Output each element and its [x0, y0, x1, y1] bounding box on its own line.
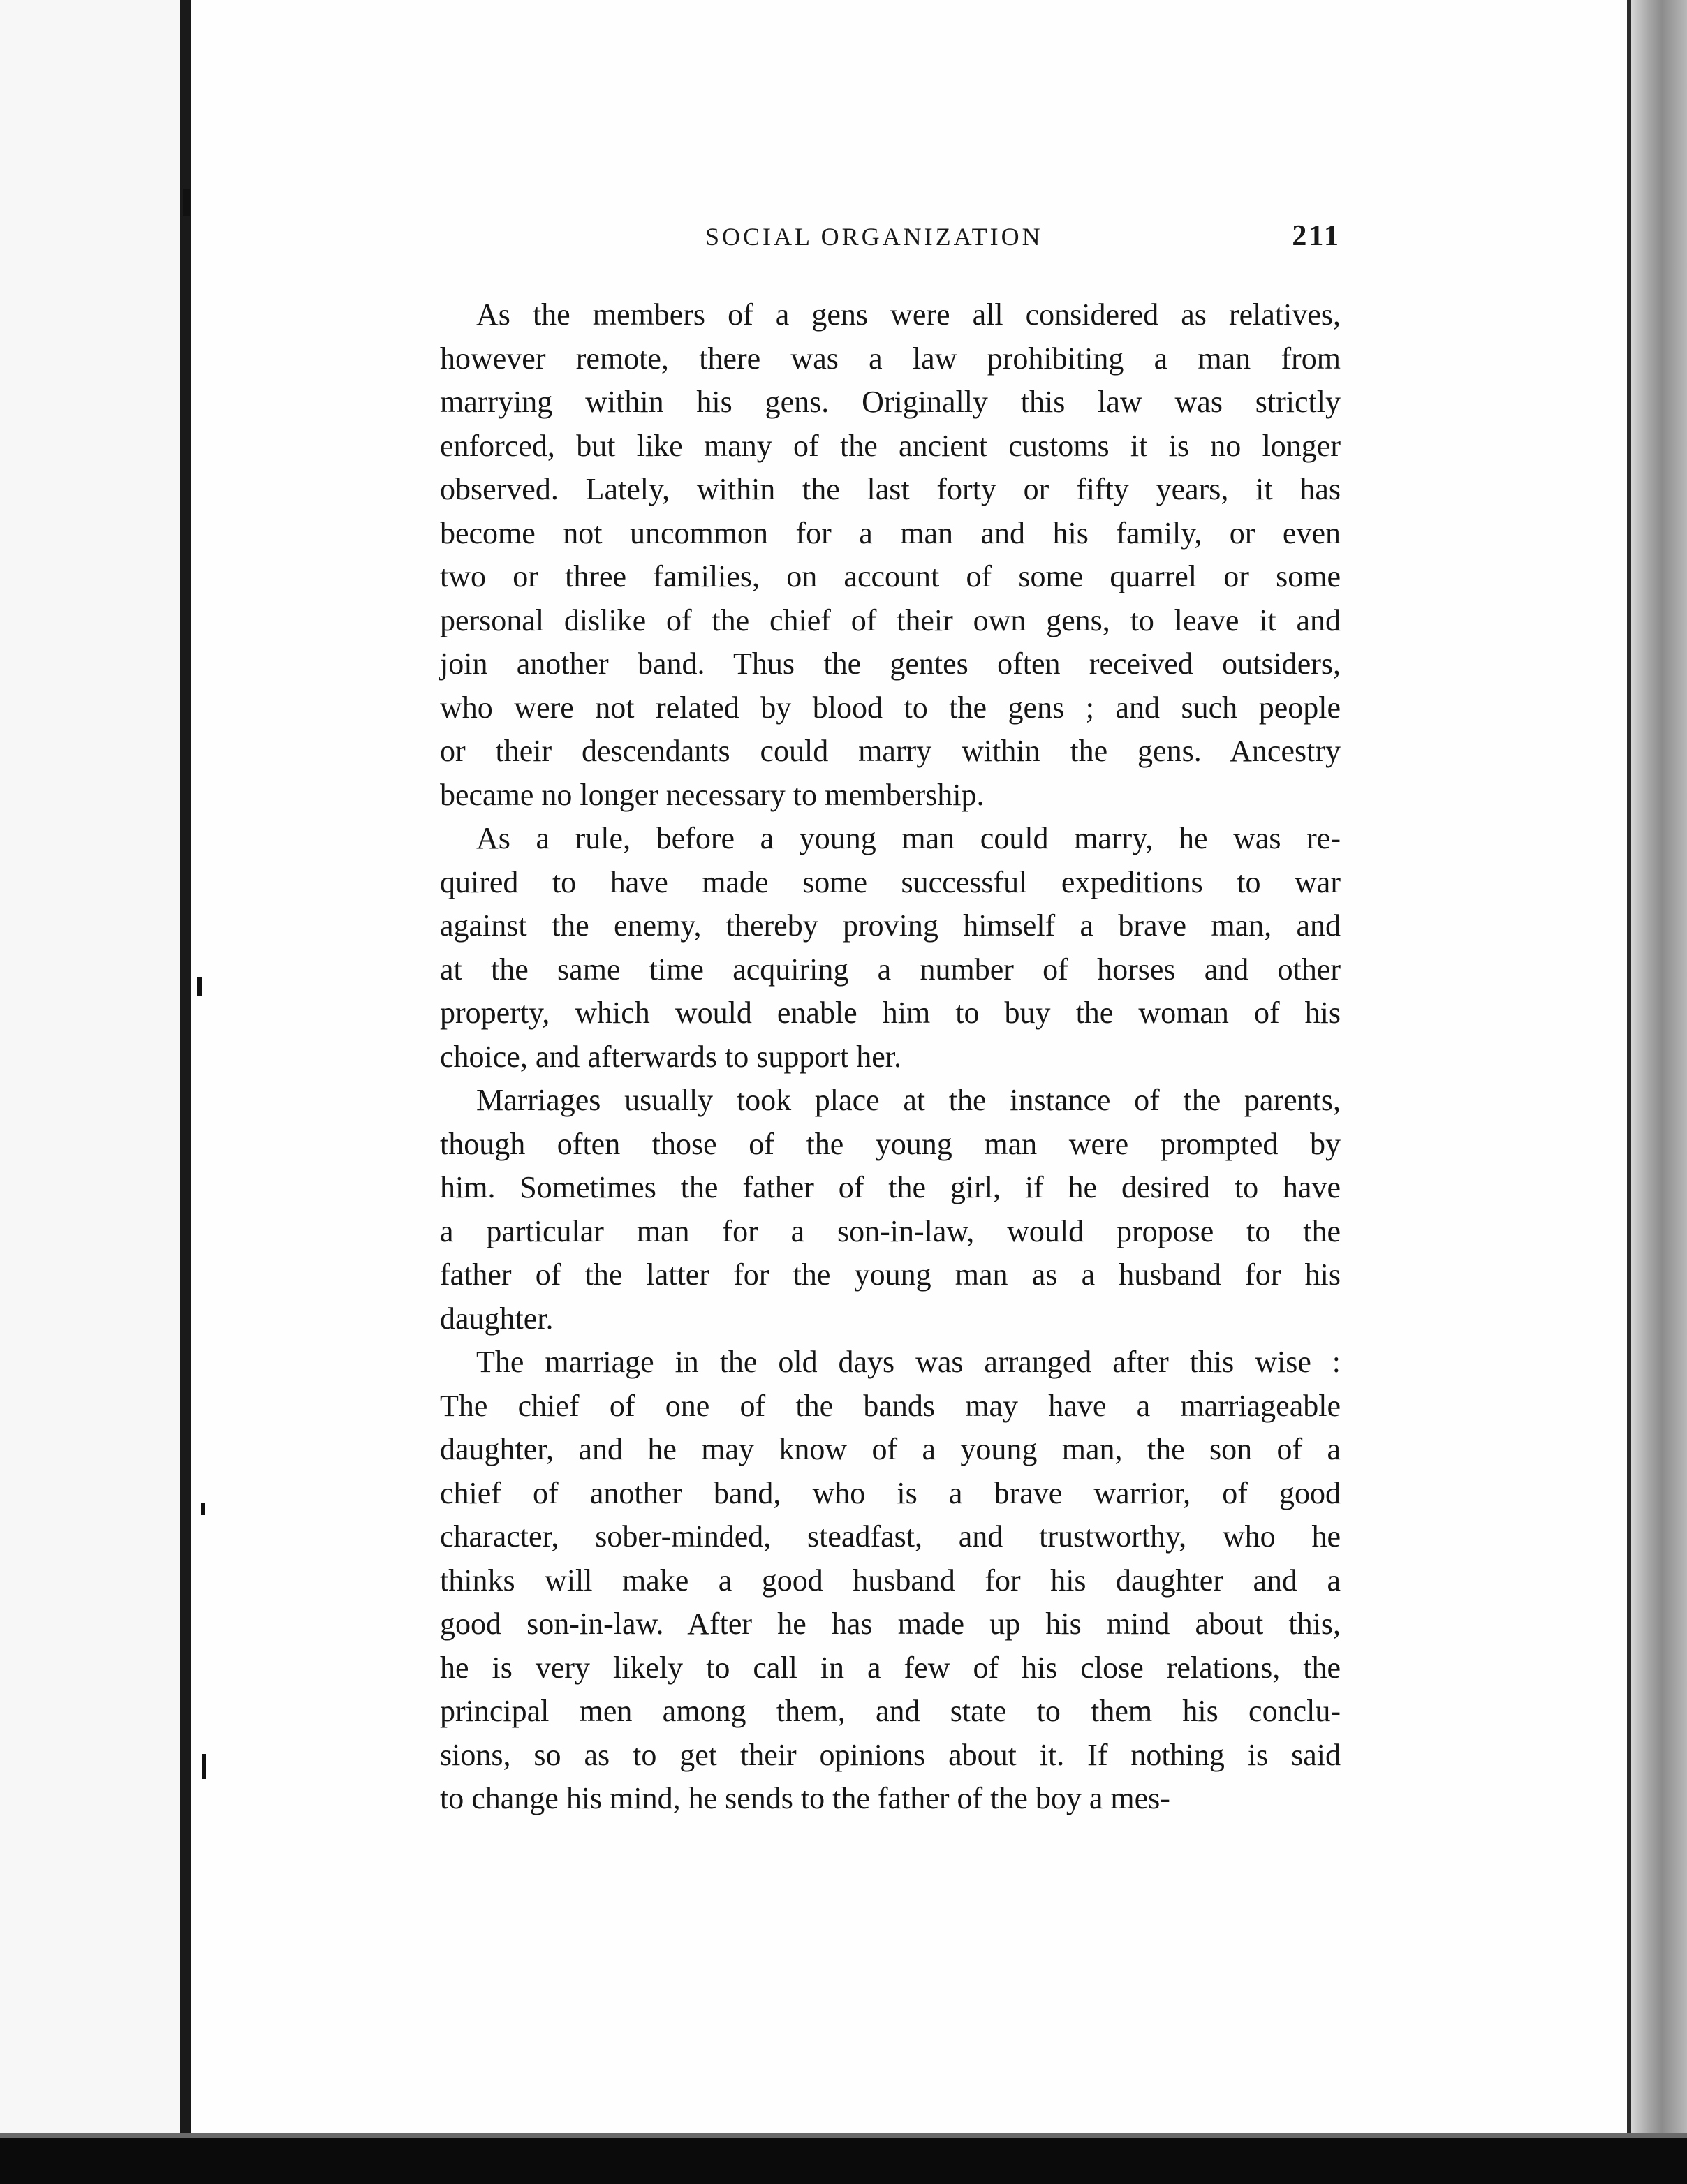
text-line: daughter, and he may know of a young man, the son of a: [440, 1432, 1341, 1466]
scan-mark: [183, 189, 190, 216]
text-line: at the same time acquiring a number of horses and other: [440, 952, 1341, 987]
body-text: [440, 293, 1341, 1821]
text-line: became no longer necessary to membership.: [440, 777, 985, 812]
text-line: a particular man for a son-in-law, would propose to the: [440, 1213, 1341, 1248]
running-head: [440, 222, 1341, 264]
text-line: however remote, there was a law prohibiting a man from: [440, 341, 1341, 376]
paragraph: [440, 293, 1341, 817]
text-line: him. Sometimes the father of the girl, if he desired to have: [440, 1170, 1341, 1204]
text-line: enforced, but like many of the ancient customs it is no longer: [440, 428, 1341, 463]
text-line: to change his mind, he sends to the father of the boy a mes-: [440, 1781, 1170, 1815]
text-line: good son-in-law. After he has made up his mind about this,: [440, 1607, 1341, 1641]
paragraph: [440, 1341, 1341, 1821]
text-line: he is very likely to call in a few of his close relations, the: [440, 1650, 1341, 1685]
text-line: observed. Lately, within the last forty or fifty years, it has: [440, 472, 1341, 506]
text-line: As a rule, before a young man could marry, he was re-: [476, 821, 1341, 855]
text-line: join another band. Thus the gentes often received outsiders,: [440, 647, 1341, 681]
text-line: sions, so as to get their opinions about it. If nothing is said: [440, 1737, 1341, 1772]
scan-mark: [202, 1754, 206, 1779]
text-line: quired to have made some successful expeditions to war: [440, 864, 1341, 899]
text-line: become not uncommon for a man and his family, or even: [440, 515, 1341, 550]
text-line: against the enemy, thereby proving himself a brave man, and: [440, 908, 1341, 943]
text-line: two or three families, on account of some quarrel or some: [440, 559, 1341, 593]
text-line: The chief of one of the bands may have a marriageable: [440, 1388, 1341, 1423]
scan-mark: [197, 977, 202, 996]
page-left-edge: [180, 0, 191, 2137]
text-line: Marriages usually took place at the instance of the parents,: [476, 1083, 1341, 1117]
text-line: As the members of a gens were all considered as relatives,: [476, 297, 1341, 332]
paragraph: [440, 1079, 1341, 1341]
text-line: thinks will make a good husband for his daughter and a: [440, 1563, 1341, 1598]
text-line: property, which would enable him to buy the woman of his: [440, 996, 1341, 1030]
text-line: chief of another band, who is a brave warrior, of good: [440, 1475, 1341, 1510]
text-line: marrying within his gens. Originally this law was strictly: [440, 385, 1341, 419]
left-gutter: [0, 0, 189, 2184]
paragraph: [440, 817, 1341, 1079]
scan-mark: [201, 1503, 205, 1515]
page-bottom-edge: [0, 2138, 1687, 2184]
text-line: daughter.: [440, 1301, 554, 1336]
text-line: principal men among them, and state to them his conclu-: [440, 1694, 1341, 1728]
text-line: though often those of the young man were prompted by: [440, 1126, 1341, 1161]
text-line: choice, and afterwards to support her.: [440, 1039, 901, 1074]
running-head-title: SOCIAL ORGANIZATION: [705, 223, 1043, 251]
page-number: 211: [1292, 220, 1341, 252]
text-line: who were not related by blood to the gens ; and such people: [440, 690, 1341, 725]
text-line: personal dislike of the chief of their own gens, to leave it and: [440, 603, 1341, 637]
text-line: character, sober-minded, steadfast, and trustworthy, who he: [440, 1519, 1341, 1554]
text-line: father of the latter for the young man as a husband for his: [440, 1257, 1341, 1292]
book-fore-edge: [1631, 0, 1687, 2184]
text-line: or their descendants could marry within the gens. Ancestry: [440, 734, 1341, 768]
text-line: The marriage in the old days was arranged after this wise :: [476, 1345, 1341, 1379]
